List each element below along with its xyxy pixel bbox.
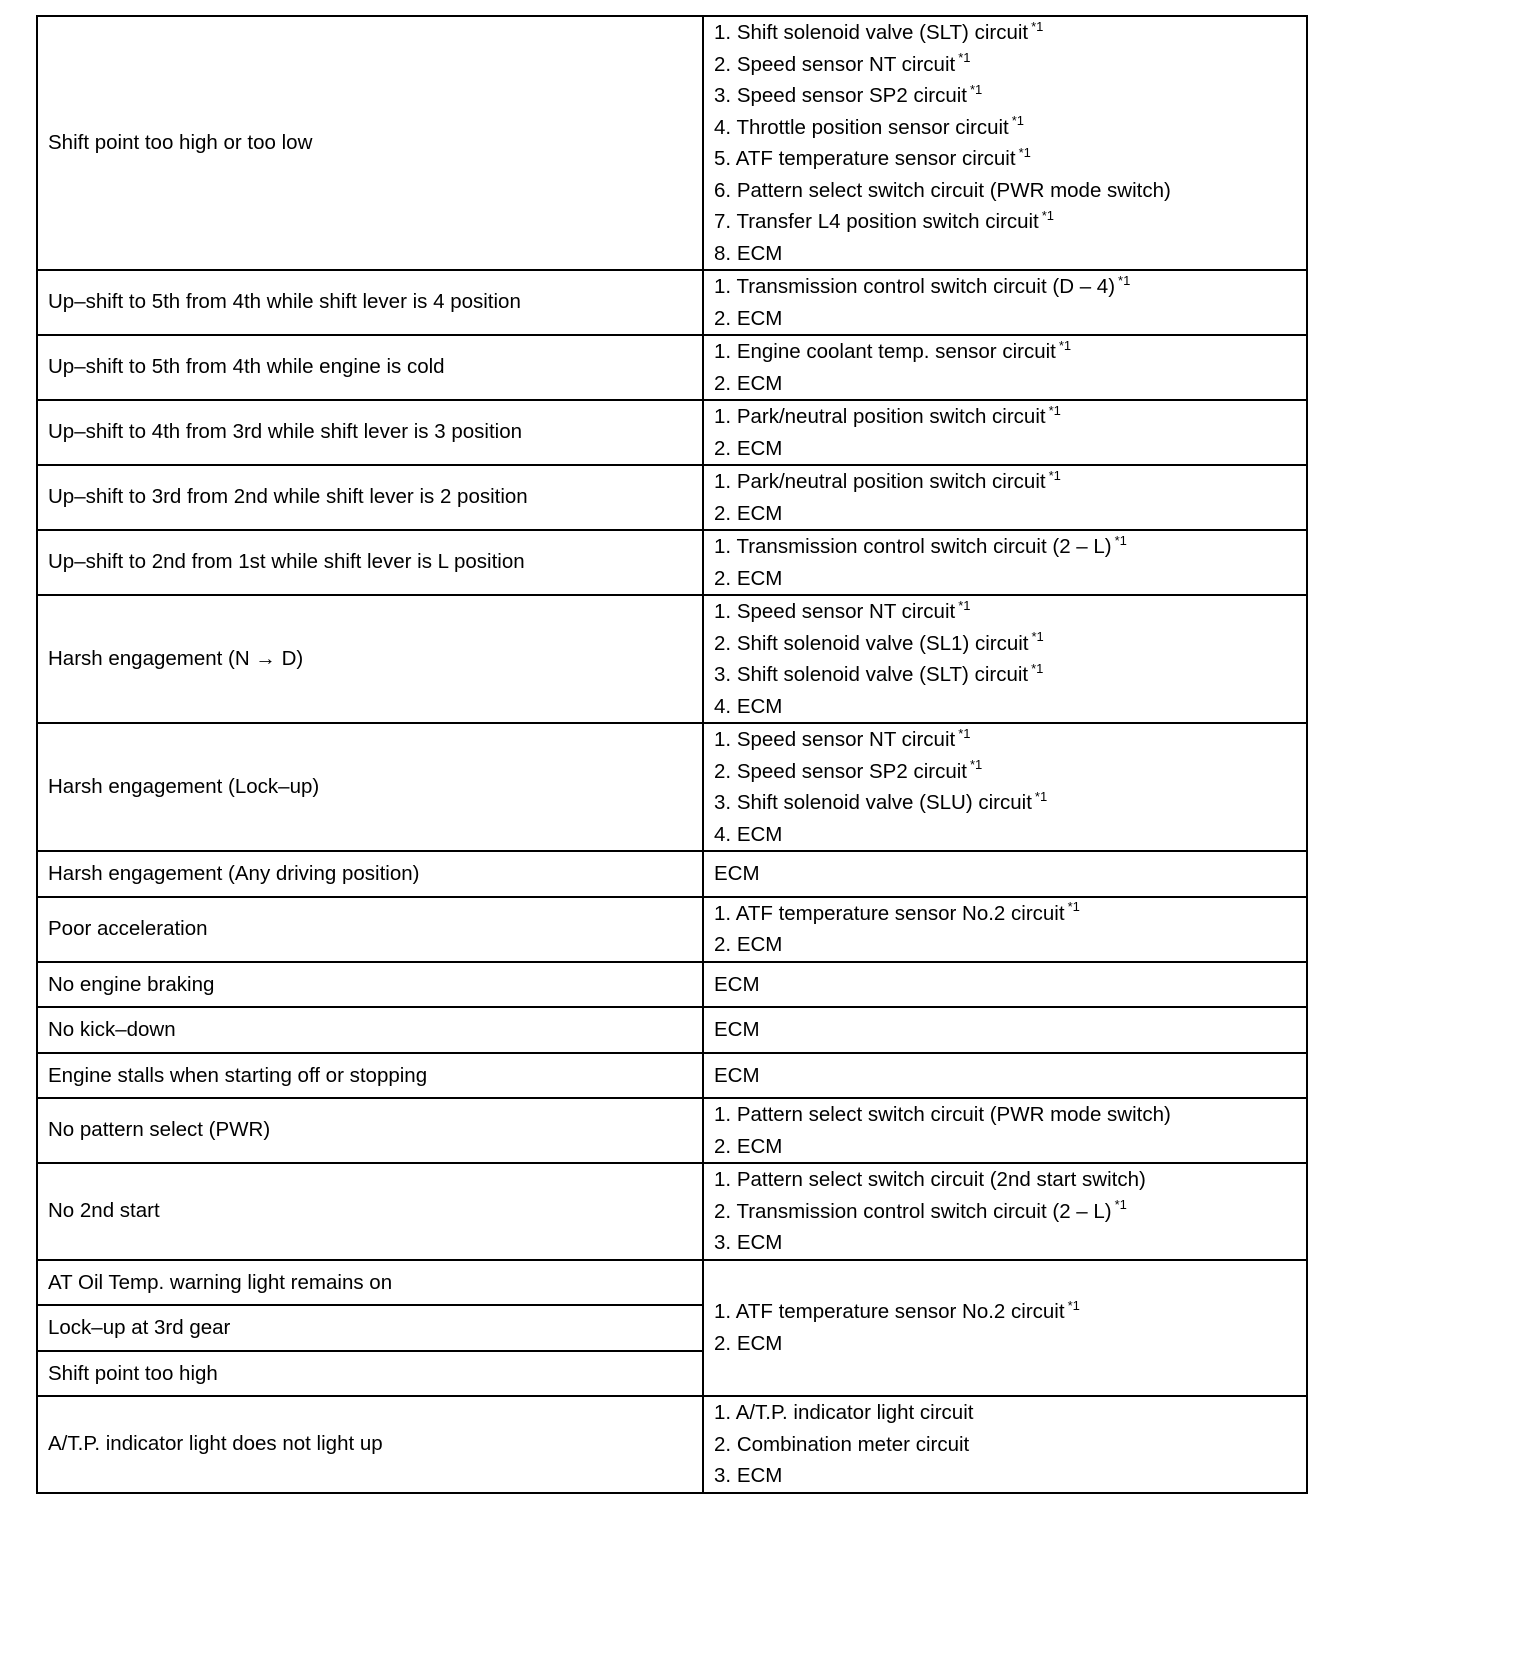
cause-text: Speed sensor NT circuit (736, 728, 956, 751)
cause-cell (703, 530, 1307, 595)
cause-text: ECM (714, 972, 760, 996)
cause-text: ATF temperature sensor No.2 circuit (735, 901, 1065, 925)
cause-number: 2. (714, 933, 732, 956)
cause-text: A/T.P. indicator light circuit (735, 1401, 974, 1424)
footnote-mark: *1 (1067, 1297, 1080, 1313)
cause-text: Speed sensor SP2 circuit (736, 759, 967, 783)
symptom-cell: Engine stalls when starting off or stopping (37, 1053, 703, 1099)
table-row (37, 335, 1307, 400)
cause-text: Combination meter circuit (736, 1432, 970, 1456)
table-row (37, 1053, 1307, 1099)
table-row (37, 1260, 1307, 1306)
cause-text: Shift solenoid valve (SLT) circuit (736, 663, 1029, 686)
cause-number: 1. (714, 275, 732, 298)
symptom-cell: Up–shift to 5th from 4th while shift lever is 4 position (37, 270, 703, 335)
cause-number: 1. (714, 1168, 732, 1191)
cause-item (714, 929, 1296, 961)
cause-item (714, 433, 1296, 465)
cause-item (714, 1131, 1296, 1163)
cause-item (714, 563, 1296, 595)
cause-number: 4. (714, 822, 732, 846)
cause-number: 3. (714, 1231, 732, 1254)
table-row (37, 723, 1307, 851)
cause-item (714, 368, 1296, 400)
cause-text: ECM (736, 822, 783, 846)
cause-text: Park/neutral position switch circuit (736, 470, 1046, 493)
cause-cell (703, 335, 1307, 400)
table-row (37, 400, 1307, 465)
cause-text: Speed sensor NT circuit (736, 600, 956, 623)
cause-cell (703, 962, 1307, 1008)
cause-item (714, 659, 1296, 691)
cause-number: 2. (714, 1432, 732, 1456)
cause-number: 1. (714, 405, 732, 428)
cause-item (714, 787, 1296, 819)
cause-item (714, 596, 1296, 628)
footnote-mark: *1 (1041, 207, 1055, 223)
footnote-mark: *1 (958, 725, 971, 741)
cause-number: 8. (714, 241, 732, 265)
cause-cell (703, 595, 1307, 723)
cause-item (714, 724, 1296, 756)
footnote-mark: *1 (1031, 660, 1044, 676)
table-body (37, 16, 1307, 1493)
cause-item (714, 175, 1296, 207)
cause-cell (703, 1163, 1307, 1260)
symptom-cell: Up–shift to 3rd from 2nd while shift lever is 2 position (37, 465, 703, 530)
cause-number: 4. (714, 694, 732, 718)
symptom-cause-table (36, 15, 1308, 1494)
cause-text: Shift solenoid valve (SLT) circuit (736, 21, 1029, 44)
cause-item (714, 17, 1296, 49)
table-row (37, 897, 1307, 962)
table-row (37, 851, 1307, 897)
symptom-cell: Up–shift to 5th from 4th while engine is cold (37, 335, 703, 400)
symptom-cell: A/T.P. indicator light does not light up (37, 1396, 703, 1493)
cause-cell (703, 400, 1307, 465)
cause-item (714, 1296, 1296, 1328)
cause-text: Pattern select switch circuit (PWR mode switch) (736, 1103, 1171, 1126)
cause-text: ECM (736, 566, 783, 590)
cause-cell (703, 1396, 1307, 1493)
cause-number: 2. (714, 436, 732, 460)
cause-number: 3. (714, 791, 732, 814)
symptom-cell: No kick–down (37, 1007, 703, 1053)
symptom-cell: No 2nd start (37, 1163, 703, 1260)
cause-text: Engine coolant temp. sensor circuit (736, 340, 1056, 363)
cause-item (714, 819, 1296, 851)
footnote-mark: *1 (1011, 113, 1025, 129)
cause-text: Transmission control switch circuit (2 – L) (736, 1199, 1112, 1223)
cause-item (714, 898, 1296, 930)
cause-text: Throttle position sensor circuit (736, 115, 1009, 139)
table-row (37, 1163, 1307, 1260)
cause-text: ECM (736, 371, 783, 395)
cause-cell (703, 465, 1307, 530)
table-row (37, 16, 1307, 270)
cause-number: 1. (714, 535, 732, 558)
cause-item (714, 1014, 1296, 1046)
cause-cell (703, 1098, 1307, 1163)
cause-number: 3. (714, 84, 732, 107)
symptom-cell: Harsh engagement (Lock–up) (37, 723, 703, 851)
symptom-cell: Up–shift to 4th from 3rd while shift lever is 3 position (37, 400, 703, 465)
cause-text: ECM (736, 933, 783, 956)
cause-number: 1. (714, 340, 732, 363)
cause-item (714, 401, 1296, 433)
footnote-mark: *1 (1067, 899, 1080, 915)
cause-text: ECM (736, 1231, 783, 1254)
symptom-cell: Up–shift to 2nd from 1st while shift lever is L position (37, 530, 703, 595)
cause-number: 3. (714, 663, 732, 686)
cause-text: Shift solenoid valve (SLU) circuit (736, 791, 1032, 814)
cause-number: 7. (714, 210, 732, 233)
cause-item (714, 238, 1296, 270)
cause-number: 2. (714, 759, 732, 783)
cause-text: ECM (736, 241, 783, 265)
cause-item (714, 531, 1296, 563)
symptom-cell: Lock–up at 3rd gear (37, 1305, 703, 1351)
cause-text: Speed sensor NT circuit (736, 52, 956, 76)
table-row (37, 1396, 1307, 1493)
cause-number: 2. (714, 631, 732, 655)
symptom-cell: No engine braking (37, 962, 703, 1008)
cause-number: 5. (714, 147, 732, 170)
cause-number: 2. (714, 306, 732, 330)
cause-text: ECM (714, 1063, 760, 1087)
cause-item (714, 1328, 1296, 1360)
cause-number: 2. (714, 501, 732, 525)
cause-item (714, 1060, 1296, 1092)
footnote-mark: *1 (1058, 337, 1072, 353)
symptom-cell: No pattern select (PWR) (37, 1098, 703, 1163)
symptom-cell: Poor acceleration (37, 897, 703, 962)
cause-number: 1. (714, 600, 732, 623)
table-row (37, 465, 1307, 530)
cause-number: 6. (714, 178, 732, 202)
symptom-cell: Harsh engagement (Any driving position) (37, 851, 703, 897)
cause-cell (703, 16, 1307, 270)
cause-item (714, 1196, 1296, 1228)
cause-item (714, 1099, 1296, 1131)
footnote-mark: *1 (1031, 629, 1044, 645)
cause-number: 2. (714, 1134, 732, 1158)
cause-item (714, 49, 1296, 81)
cause-cell (703, 723, 1307, 851)
cause-item (714, 271, 1296, 303)
footnote-mark: *1 (970, 757, 983, 773)
cause-cell (703, 897, 1307, 962)
cause-number: 4. (714, 115, 732, 139)
cause-text: ECM (714, 862, 760, 885)
cause-number: 3. (714, 1464, 732, 1487)
cause-number: 1. (714, 901, 732, 925)
cause-number: 1. (714, 728, 732, 751)
cause-item (714, 756, 1296, 788)
cause-text: Pattern select switch circuit (2nd start switch) (736, 1168, 1146, 1191)
cause-item (714, 1397, 1296, 1429)
cause-text: ECM (736, 1464, 783, 1487)
cause-number: 2. (714, 52, 732, 76)
table-row (37, 1007, 1307, 1053)
cause-text: ECM (736, 1331, 783, 1355)
cause-item (714, 143, 1296, 175)
cause-cell (703, 1053, 1307, 1099)
cause-number: 2. (714, 566, 732, 590)
cause-item (714, 206, 1296, 238)
cause-text: ECM (736, 436, 783, 460)
cause-number: 1. (714, 21, 732, 44)
cause-text: ECM (736, 1134, 783, 1158)
cause-text: Transmission control switch circuit (D – 4) (736, 275, 1116, 298)
cause-item (714, 691, 1296, 723)
cause-item (714, 1164, 1296, 1196)
footnote-mark: *1 (1048, 467, 1061, 483)
cause-text: Park/neutral position switch circuit (736, 405, 1046, 428)
cause-cell (703, 270, 1307, 335)
cause-item (714, 628, 1296, 660)
cause-number: 2. (714, 1199, 732, 1223)
cause-item (714, 498, 1296, 530)
footnote-mark: *1 (970, 81, 983, 97)
troubleshooting-document (36, 15, 1306, 1494)
cause-item (714, 1227, 1296, 1259)
symptom-cell: Harsh engagement (N → D) (37, 595, 703, 723)
cause-text: Transfer L4 position switch circuit (736, 210, 1039, 233)
cause-item (714, 112, 1296, 144)
cause-text: Speed sensor SP2 circuit (736, 84, 967, 107)
footnote-mark: *1 (1031, 18, 1044, 34)
cause-number: 1. (714, 1103, 732, 1126)
cause-item (714, 1460, 1296, 1492)
footnote-mark: *1 (1118, 272, 1131, 288)
cause-number: 1. (714, 470, 732, 493)
cause-text: ATF temperature sensor No.2 circuit (735, 1300, 1065, 1324)
footnote-mark: *1 (1114, 1197, 1127, 1213)
symptom-cell: Shift point too high or too low (37, 16, 703, 270)
cause-item (714, 466, 1296, 498)
cause-cell (703, 1007, 1307, 1053)
table-row (37, 270, 1307, 335)
footnote-mark: *1 (1018, 144, 1031, 160)
cause-cell (703, 851, 1307, 897)
cause-text: ECM (736, 306, 783, 330)
footnote-mark: *1 (958, 597, 971, 613)
cause-item (714, 303, 1296, 335)
cause-item (714, 1429, 1296, 1461)
cause-item (714, 336, 1296, 368)
cause-number: 2. (714, 371, 732, 395)
symptom-cell: Shift point too high (37, 1351, 703, 1397)
cause-item (714, 80, 1296, 112)
cause-item (714, 858, 1296, 890)
cause-text: Shift solenoid valve (SL1) circuit (736, 631, 1029, 655)
cause-text: ECM (736, 501, 783, 525)
table-row (37, 595, 1307, 723)
table-row (37, 962, 1307, 1008)
table-row (37, 530, 1307, 595)
cause-text: ATF temperature sensor circuit (735, 147, 1016, 170)
cause-text: Pattern select switch circuit (PWR mode switch) (736, 178, 1171, 202)
cause-cell (703, 1260, 1307, 1397)
cause-text: ECM (736, 694, 783, 718)
footnote-mark: *1 (1034, 788, 1048, 804)
table-row (37, 1098, 1307, 1163)
footnote-mark: *1 (1048, 402, 1061, 418)
cause-number: 1. (714, 1300, 732, 1324)
footnote-mark: *1 (1114, 532, 1127, 548)
cause-number: 1. (714, 1401, 732, 1424)
symptom-cell: AT Oil Temp. warning light remains on (37, 1260, 703, 1306)
cause-number: 2. (714, 1331, 732, 1355)
footnote-mark: *1 (958, 50, 971, 66)
cause-item (714, 969, 1296, 1001)
cause-text: ECM (714, 1018, 760, 1041)
cause-text: Transmission control switch circuit (2 – L) (736, 535, 1112, 558)
